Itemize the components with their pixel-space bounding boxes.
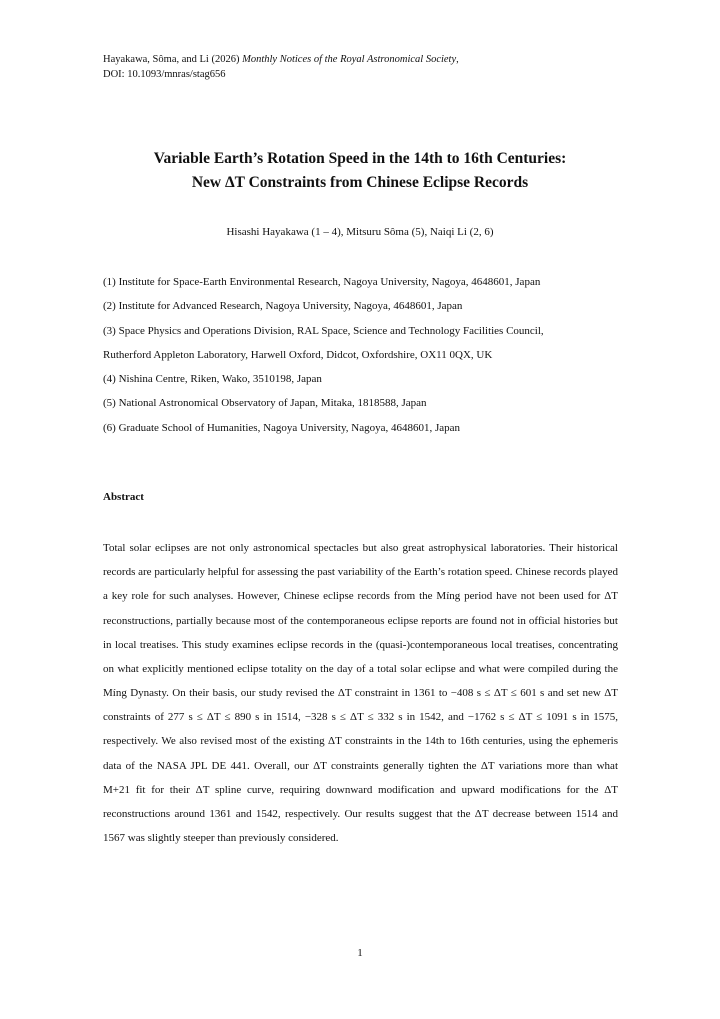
citation-header	[103, 52, 459, 82]
affiliation-line: (5) National Astronomical Observatory of Japan, Mitaka, 1818588, Japan	[103, 397, 427, 410]
affiliation-line: (1) Institute for Space-Earth Environmental Research, Nagoya University, Nagoya, 4648601, Japan	[103, 276, 541, 288]
affiliation-line: Rutherford Appleton Laboratory, Harwell Oxford, Didcot, Oxfordshire, OX11 0QX, UK	[103, 348, 493, 361]
abstract-heading: Abstract	[103, 491, 144, 503]
citation-authors: Hayakawa, Sôma, and Li (2026)	[103, 54, 243, 65]
author-list: Hisashi Hayakawa (1 – 4), Mitsuru Sôma (5), Naiqi Li (2, 6)	[226, 226, 494, 238]
page-number: 1	[357, 947, 363, 959]
affiliation-line: (4) Nishina Centre, Riken, Wako, 3510198, Japan	[103, 373, 322, 386]
journal-name: Monthly Notices of the Royal Astronomical Society	[242, 54, 457, 65]
abstract-body: Total solar eclipses are not only astronomical spectacles but also great astrophysical laboratories. Their historical records are particularly helpful for assessing the past variability of the Earth’s rotation speed. Chinese records played a key role for such analyses. However, Chinese eclipse records from the Míng period have not been used for ΔT reconstructions, partially because most of the contemporaneous eclipse reports are found not in official histories but in local treatises. This study examines eclipse records in the (quasi-)contemporaneous local treatises, concentrating on what explicitly mentioned eclipse totality on the day of a total solar eclipse and what were compiled during the Míng Dynasty. On their basis, our study revised the ΔT constraint in 1361 to −408 s ≤ ΔT ≤ 601 s and set new ΔT constraints of 277 s ≤ ΔT ≤ 890 s in 1514, −328 s ≤ ΔT ≤ 332 s in 1542, and −1762 s ≤ ΔT ≤ 1091 s in 1575, respectively. We also revised most of the existing ΔT constraints in the 14th to 16th centuries, using the ephemeris data of the NASA JPL DE 441. Overall, our ΔT constraints generally tighten the ΔT variations more than what M+21 fit for their ΔT spline curve, requiring downward modification and upward modifications for the ΔT reconstructions around 1361 and 1542, respectively. Our results suggest that the ΔT decrease between 1514 and 1567 was slightly steeper than previously considered.	[103, 542, 618, 845]
affiliation-list	[103, 270, 623, 440]
affiliation-line: (6) Graduate School of Humanities, Nagoya University, Nagoya, 4648601, Japan	[103, 421, 461, 434]
title-line-1: Variable Earth’s Rotation Speed in the 14th to 16th Centuries:	[153, 150, 567, 167]
citation-line	[103, 52, 459, 67]
citation-suffix: ,	[456, 54, 459, 65]
affiliation-line: (2) Institute for Advanced Research, Nagoya University, Nagoya, 4648601, Japan	[103, 300, 463, 313]
paper-title	[60, 147, 660, 195]
affiliation-line: (3) Space Physics and Operations Division, RAL Space, Science and Technology Facilities Council,	[103, 324, 544, 337]
doi: DOI: 10.1093/mnras/stag656	[103, 69, 226, 80]
title-line-2: New ΔT Constraints from Chinese Eclipse Records	[191, 174, 529, 191]
